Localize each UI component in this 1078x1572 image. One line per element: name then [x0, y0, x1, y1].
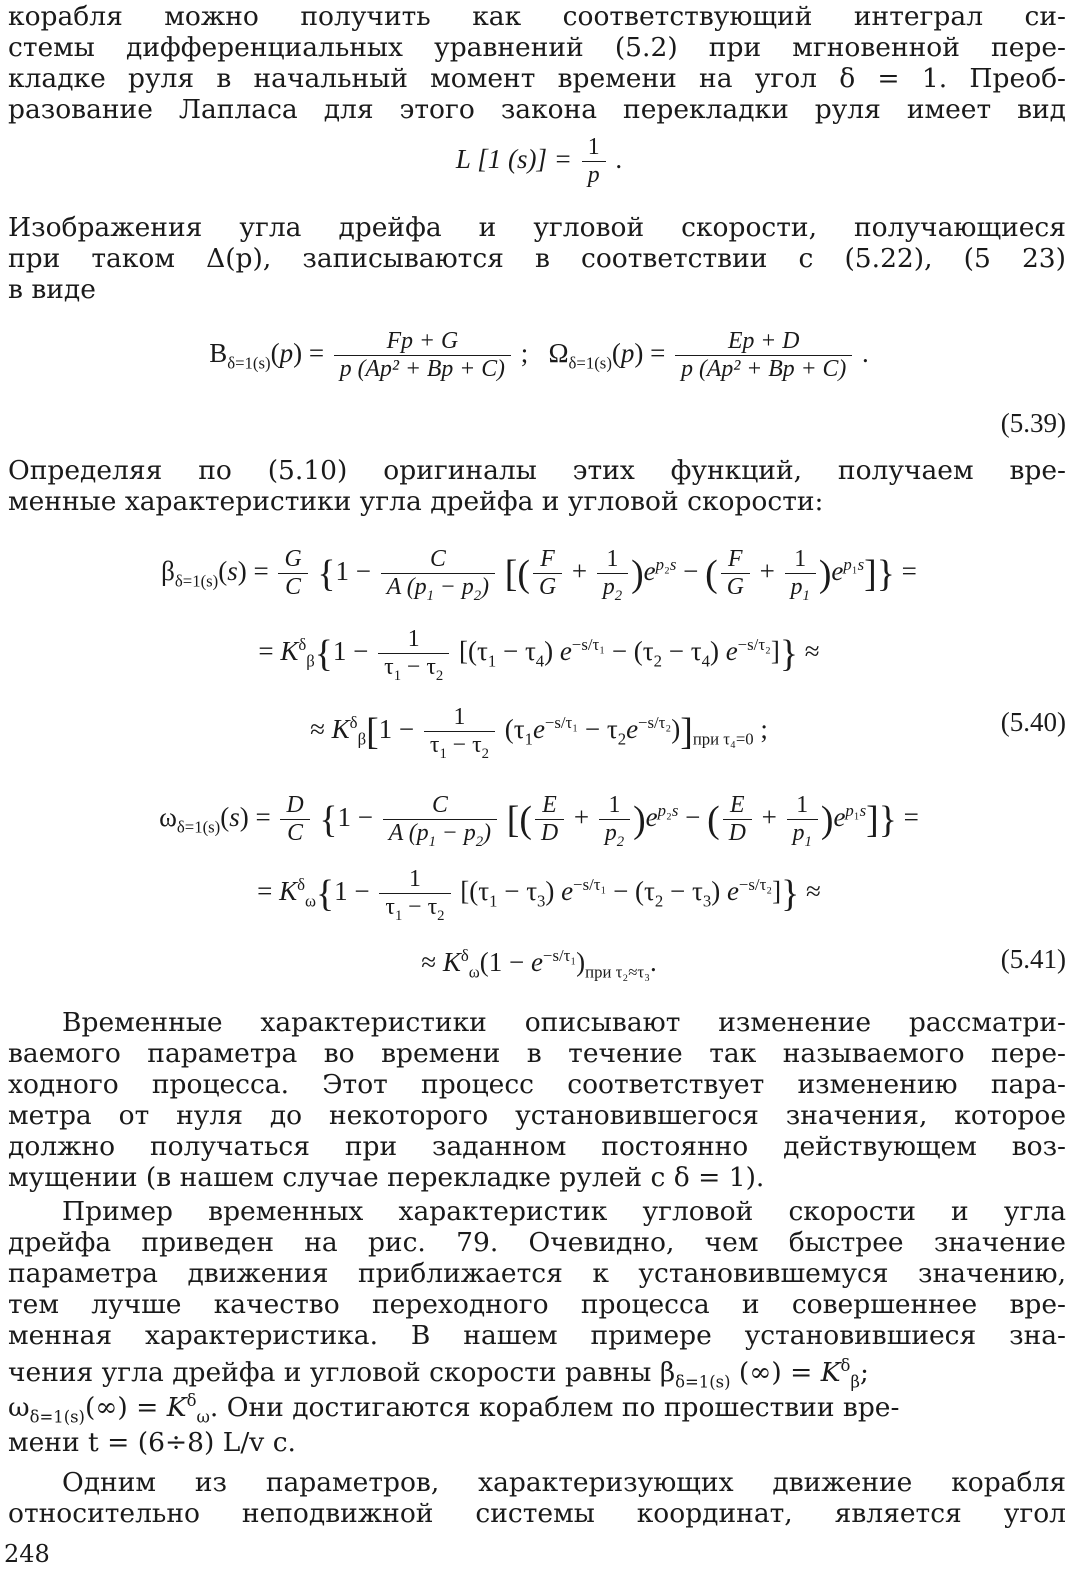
- formula-5-40-line3: ≈ $K^\delta_\beta[1$ − $\frac{1}{\tau_1 - \tau_2}$ $(\tau_1e^{-s/\tau_1} - \tau_2e^{-s/\tau_2})]_{при \tau_4=0}$ ;: [310, 704, 768, 763]
- formula-5-41-line3: ≈ $K^\delta_\omega(1 - e^{-s/\tau_1})_{при \tau_2\approx\tau_3}$.: [421, 946, 657, 982]
- laplace-lhs: L [1 (s)] =: [455, 144, 572, 175]
- text-line-with-formula: чения угла дрейфа и угловой скорости равны $\beta_{\delta=1(s)}$ (∞) = $K^\delta_\beta$;: [8, 1356, 869, 1392]
- text-line: Одним из параметров, характеризующих движение корабля: [62, 1467, 1066, 1498]
- text-line: дрейфа приведен на рис. 79. Очевидно, чем быстрее значение: [8, 1227, 1066, 1258]
- formula-5-40-line1: $\beta_{\delta=1(s)}(s)$ = $\frac{G}{C}$ {1 − $\frac{C}{A (p_1 - p_2)}$ [( $\frac{F}{G}$ + $\frac{1}{p_2}$ )$e^{p_2s}$ − ( $\frac{F}{G}$ + $\frac{1}{p_1}$ )$e^{p_1s}$]} =: [161, 546, 917, 605]
- laplace-formula: L [1 (s)] = $\frac{1}{p}$ .: [455, 134, 623, 189]
- text-line: Изображения угла дрейфа и угловой скорости, получающиеся: [8, 212, 1066, 243]
- omega-denominator: p (Ap² + Bp + C): [681, 356, 847, 383]
- page-number: 248: [4, 1540, 50, 1568]
- formula-5-41-line2: = $K^\delta_\omega\{1$ − $\frac{1}{\tau_1 - \tau_2}$ $[(\tau_1 - \tau_3) e^{-s/\tau_1} - (\tau_2 - \tau_3) e^{-s/\tau_2}]$} ≈: [257, 866, 821, 925]
- text-line: мени t = (6÷8) L/v с.: [8, 1427, 296, 1458]
- text-line: Временные характеристики описывают изменение рассматри-: [62, 1007, 1066, 1038]
- text-line: метра от нуля до некоторого установившегося значения, которое: [8, 1100, 1066, 1131]
- beta-numerator: Fp + G: [334, 328, 511, 356]
- laplace-denominator: p: [587, 162, 600, 189]
- beta-denominator: p (Ap² + Bp + C): [339, 356, 505, 383]
- equation-number-5-40: (5.40): [1000, 707, 1066, 737]
- text-line: стемы дифференциальных уравнений (5.2) при мгновенной пере-: [8, 32, 1066, 63]
- formula-5-39: $B_{\delta=1(s)}(p)$ = $\frac{Fp + G}{\text{p (Ap² + Bp + C)}}$ ; $\Omega_{\delta=1(s)}(p)$ = $\frac{Ep + D}{\text{p (Ap² + Bp + C)}}$ .: [209, 328, 869, 383]
- laplace-numerator: 1: [582, 134, 606, 162]
- text-line: Определяя по (5.10) оригиналы этих функций, получаем вре-: [8, 455, 1066, 486]
- formula-5-40-line2: = $K^\delta_\beta\{1$ − $\frac{1}{\tau_1 - \tau_2}$ $[(\tau_1 - \tau_4) e^{-s/\tau_1} - (\tau_2 - \tau_4) e^{-s/\tau_2}]$} ≈: [258, 626, 820, 685]
- text-line: параметра движения приближается к установившемуся значению,: [8, 1258, 1066, 1289]
- text-line: менные характеристики угла дрейфа и угловой скорости:: [8, 486, 824, 517]
- text-line: при таком Δ(p), записываются в соответствии с (5.22), (5 23): [8, 243, 1066, 274]
- text-line: кладке руля в начальный момент времени на угол δ = 1. Преоб-: [8, 63, 1066, 94]
- text-line: разование Лапласа для этого закона перекладки руля имеет вид: [8, 94, 1066, 125]
- text-line: Пример временных характеристик угловой скорости и угла: [62, 1196, 1066, 1227]
- text-line: должно получаться при заданном постоянно действующем воз-: [8, 1131, 1066, 1162]
- omega-numerator: Ep + D: [675, 328, 852, 356]
- text-line: мущении (в нашем случае перекладке рулей с δ = 1).: [8, 1162, 765, 1193]
- text-line: в виде: [8, 274, 96, 305]
- text-line: ходного процесса. Этот процесс соответствует изменению пара-: [8, 1069, 1066, 1100]
- text-line: относительно неподвижной системы координат, является угол: [8, 1498, 1066, 1529]
- text-line: тем лучше качество переходного процесса и совершеннее вре-: [8, 1289, 1066, 1320]
- text-line: менная характеристика. В нашем примере установившиеся зна-: [8, 1320, 1066, 1351]
- equation-number-5-41: (5.41): [1000, 944, 1066, 974]
- text-line-with-formula: $\omega_{\delta=1(s)}(\infty) = K^\delta_\omega$. Они достигаются кораблем по прошествии вре-: [8, 1391, 900, 1427]
- equation-number-5-39: (5.39): [1000, 408, 1066, 438]
- formula-5-41-line1: $\omega_{\delta=1(s)}(s)$ = $\frac{D}{C}$ {1 − $\frac{C}{A (p_1 - p_2)}$ [( $\frac{E}{D}$ + $\frac{1}{p_2}$ )$e^{p_2s}$ − ( $\frac{E}{D}$ + $\frac{1}{p_1}$ )$e^{p_1s}$]} =: [159, 792, 919, 851]
- text-line: ваемого параметра во времени в течение так называемого пере-: [8, 1038, 1066, 1069]
- text-line: корабля можно получить как соответствующий интеграл си-: [8, 1, 1066, 32]
